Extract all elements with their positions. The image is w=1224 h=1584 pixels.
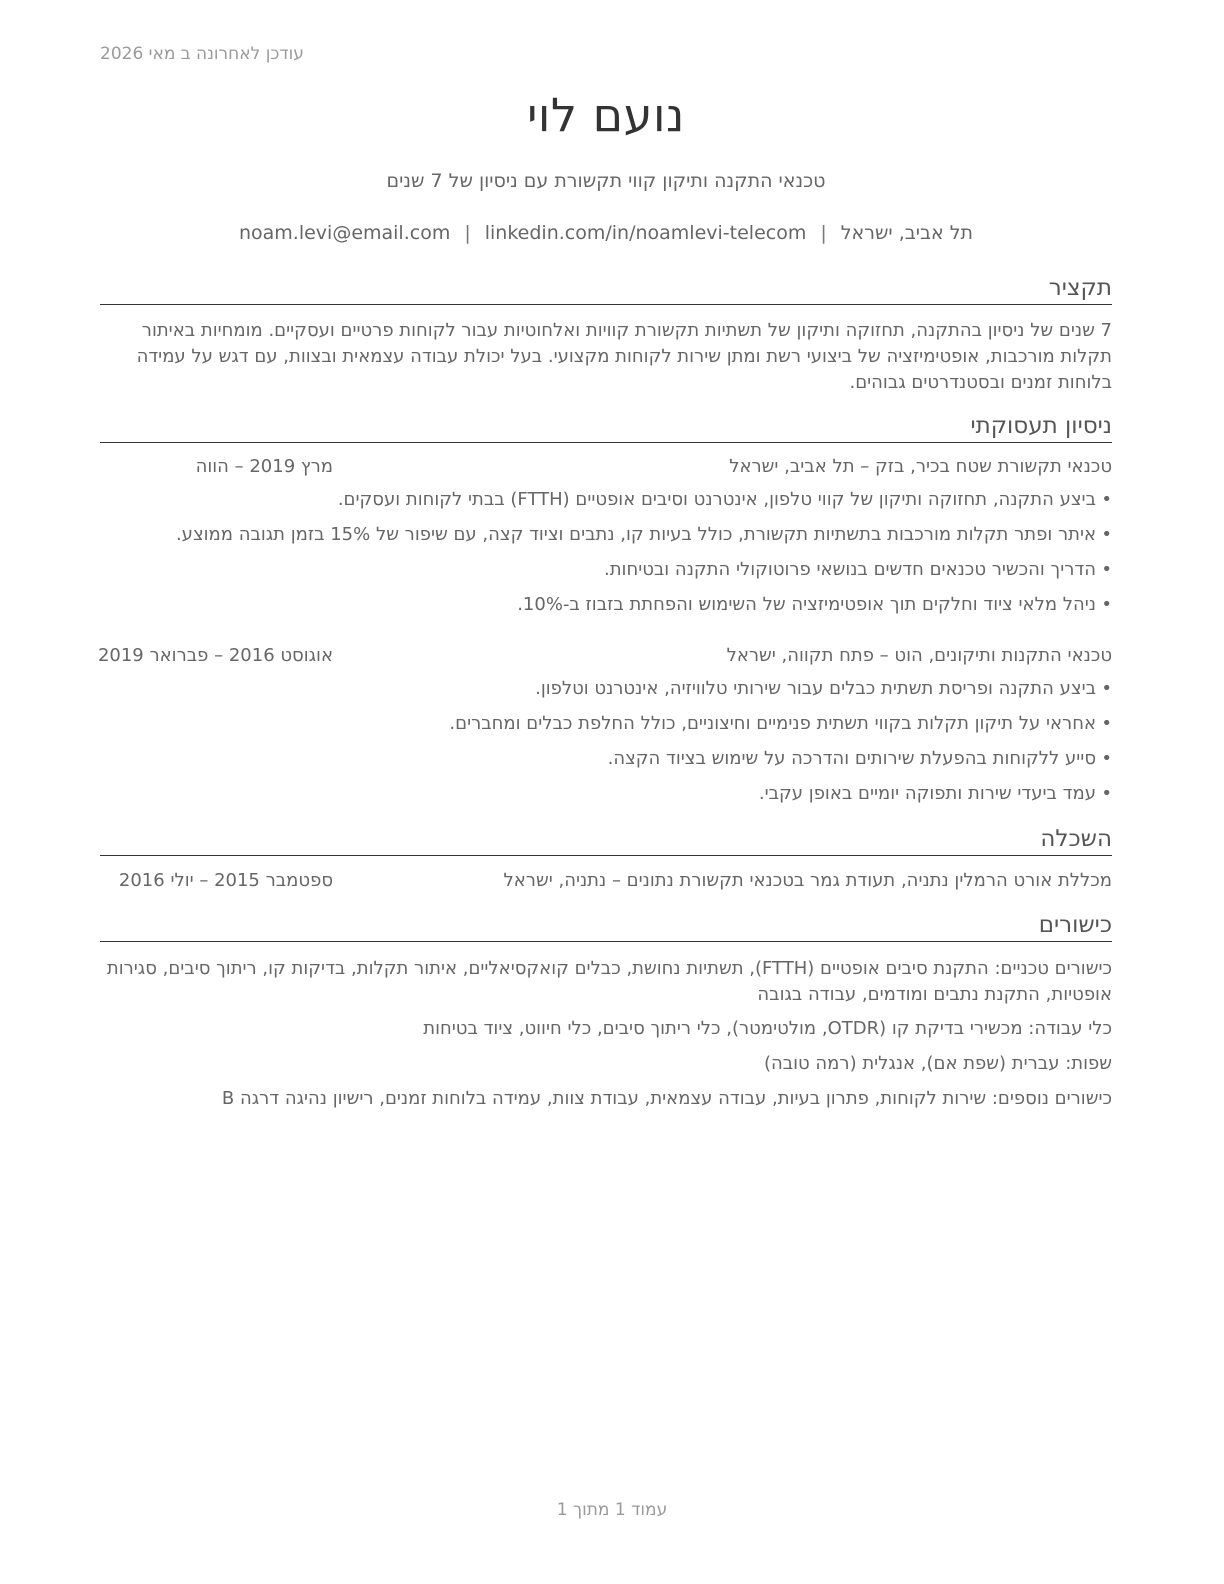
bullet-text: סייע ללקוחות בהפעלת שירותים והדרכה על שימוש בציוד הקצה.	[607, 748, 1096, 769]
bullet-item	[100, 522, 1112, 557]
contact-line	[100, 222, 1112, 244]
bullet-icon: •	[1101, 489, 1112, 510]
page-number: עמוד 1 מתוך 1	[556, 1500, 668, 1520]
skill-tools: כלי עבודה: מכשירי בדיקת קו (OTDR, מולטימטר), כלי ריתוך סיבים, כלי חיווט, ציוד בטיחות	[423, 1018, 1112, 1039]
bullet-text: אחראי על תיקון תקלות בקווי תשתית פנימיים וחיצוניים, כולל החלפת כבלים ומחברים.	[449, 713, 1096, 734]
last-updated: עודכן לאחרונה ב מאי 2026	[100, 44, 304, 64]
separator: |	[820, 222, 827, 244]
bullet-item	[100, 487, 1112, 522]
bullet-text: ביצע התקנה ופריסת תשתית כבלים עבור שירותי טלוויזיה, אינטרנט וטלפון.	[535, 678, 1096, 699]
bullet-icon: •	[1101, 748, 1112, 769]
bullet-item	[100, 781, 1112, 816]
bullet-icon: •	[1101, 594, 1112, 615]
job-title: טכנאי התקנות ותיקונים, הוט – פתח תקווה, ישראל	[726, 645, 1112, 666]
job-dates: אוגוסט 2016 – פברואר 2019	[97, 645, 333, 666]
bullet-icon: •	[1101, 524, 1112, 545]
bullet-text: עמד ביעדי שירות ותפוקה יומיים באופן עקבי.	[758, 783, 1096, 804]
bullet-item	[100, 746, 1112, 781]
job-bullets	[100, 487, 1112, 627]
bullet-text: ניהל מלאי ציוד וחלקים תוך אופטימיזציה של השימוש והפחתת בזבוז ב-10%.	[517, 594, 1096, 615]
bullet-text: איתר ופתר תקלות מורכבות בתשתיות תקשורת, כולל בעיות קו, נתבים וציוד קצה, עם שיפור של 15% בזמן תגובה ממוצע.	[175, 524, 1096, 545]
linkedin-link[interactable]: linkedin.com/in/noamlevi-telecom	[484, 222, 807, 244]
resume-page	[97, 0, 1112, 1584]
skill-additional: כישורים נוספים: שירות לקוחות, פתרון בעיות, עבודה עצמאית, עבודת צוות, עמידה בלוחות זמנים, רישיון נהיגה דרגה B	[221, 1088, 1112, 1109]
job-bullets	[100, 676, 1112, 816]
skill-technical: כישורים טכניים: התקנת סיבים אופטיים (FTTH), תשתיות נחושת, כבלים קואקסיאליים, איתור תקלות, בדיקות קו, ריתוך סיבים, סגירות אופטיות, התקנת נתבים ומודמים, עבודה בגובה	[106, 958, 1112, 1005]
skill-languages: שפות: עברית (שפת אם), אנגלית (רמה טובה)	[763, 1053, 1112, 1074]
bullet-item	[100, 711, 1112, 746]
job-dates: מרץ 2019 – הווה	[195, 456, 333, 477]
section-title-skills: כישורים	[100, 911, 1112, 942]
job-header	[100, 456, 1112, 482]
location: תל אביב, ישראל	[840, 222, 974, 244]
bullet-text: הדריך והכשיר טכנאים חדשים בנושאי פרוטוקולי התקנה ובטיחות.	[603, 559, 1096, 580]
summary-text: 7 שנים של ניסיון בהתקנה, תחזוקה ותיקון של תשתיות תקשורת קוויות ואלחוטיות עבור לקוחות פרטיים ועסקיים. מומחיות באיתור תקלות מורכבות, אופטימיזציה של ביצועי רשת ומתן שירות לקוחות מקצועי. בעל יכולת עבודה עצמאית ובצוות, עם דגש על עמידה בלוחות זמנים ובסטנדרטים גבוהים.	[136, 320, 1112, 393]
section-title-experience: ניסיון תעסוקתי	[100, 412, 1112, 443]
job-header	[97, 645, 1112, 671]
email-link[interactable]: noam.levi@email.com	[238, 222, 451, 244]
bullet-item	[100, 557, 1112, 592]
separator: |	[464, 222, 471, 244]
bullet-icon: •	[1101, 559, 1112, 580]
bullet-item	[100, 592, 1112, 627]
section-title-education: השכלה	[100, 825, 1112, 856]
bullet-text: ביצע התקנה, תחזוקה ותיקון של קווי טלפון, אינטרנט וסיבים אופטיים (FTTH) בבתי לקוחות ועסקים.	[337, 489, 1096, 510]
section-title-summary: תקציר	[100, 274, 1112, 305]
bullet-item	[100, 676, 1112, 711]
education-dates: ספטמבר 2015 – יולי 2016	[118, 870, 333, 891]
bullet-icon: •	[1101, 713, 1112, 734]
education-entry	[100, 870, 1112, 896]
tagline: טכנאי התקנה ותיקון קווי תקשורת עם ניסיון של 7 שנים	[386, 170, 826, 192]
bullet-icon: •	[1101, 783, 1112, 804]
candidate-name: נועם לוי	[527, 88, 685, 142]
education-institution: מכללת אורט הרמלין נתניה, תעודת גמר בטכנאי תקשורת נתונים – נתניה, ישראל	[503, 870, 1112, 891]
bullet-icon: •	[1101, 678, 1112, 699]
job-title: טכנאי תקשורת שטח בכיר, בזק – תל אביב, ישראל	[729, 456, 1112, 477]
